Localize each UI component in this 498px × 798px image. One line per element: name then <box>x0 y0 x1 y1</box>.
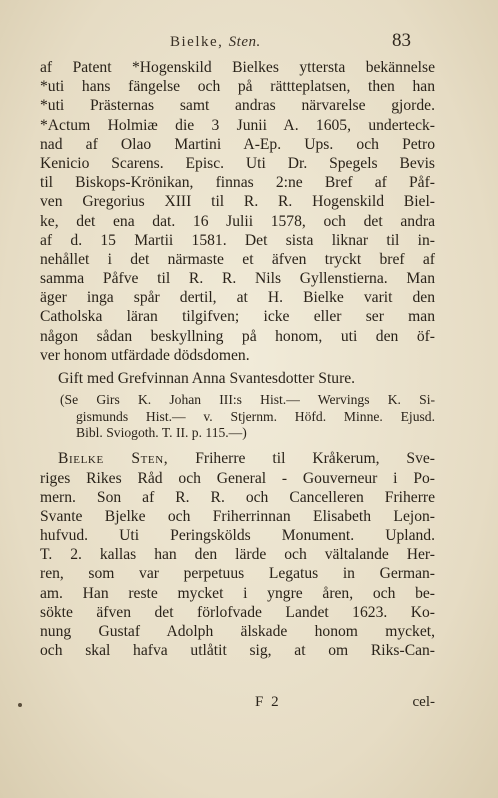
text-line: mern. Son af R. R. och Cancelleren Friherre <box>40 488 435 506</box>
text-line: ver honom utfärdade dödsdomen. <box>40 346 250 364</box>
text-line: äger inga spår dertil, at H. Bielke varit den <box>40 289 435 307</box>
text-line: af d. 15 Martii 1581. Det sista liknar til in- <box>40 231 435 249</box>
text-line: af Patent *Hogenskild Bielkes yttersta bekännelse <box>40 59 435 76</box>
margin-mark <box>18 703 22 707</box>
text-line: ven Gregorius XIII til R. R. Hogenskild Biel- <box>40 193 435 211</box>
text-line: *uti hans fängelse och på rättteplatsen, then han <box>40 78 435 96</box>
text-line: til Biskops-Krönikan, finnas 2:ne Bref af Påf- <box>40 174 435 192</box>
text-line: ke, det ena dat. 16 Julii 1578, och det andra <box>40 212 435 230</box>
text-line: riges Rikes Råd och General - Gouverneur i Po- <box>40 469 435 487</box>
text-line: Catholska läran tilgifven; icke eller ser man <box>40 308 435 326</box>
page-header <box>40 28 440 58</box>
marriage-line: Gift med Grefvinnan Anna Svantesdotter Sture. <box>58 370 356 387</box>
signature-mark: F 2 <box>255 694 281 710</box>
text-line: nung Gustaf Adolph älskade honom mycket, <box>40 623 435 641</box>
text-line: någon sådan beskyllning på honom, uti den öf- <box>40 327 435 345</box>
text-line: sökte äfven det förlofvade Landet 1623. Ko- <box>40 603 435 621</box>
entry-headword: Bielke Sten, <box>58 450 169 468</box>
text-line: T. 2. kallas han den lärde och vältalande Her- <box>40 546 435 564</box>
running-head-given-name: Sten. <box>228 34 261 50</box>
page-number: 83 <box>392 30 411 51</box>
text-line: nad af Olao Martini A-Ep. Ups. och Petro <box>40 135 435 153</box>
text-line: hufvud. Uti Peringskölds Monument. Upland. <box>40 527 435 545</box>
body-text <box>40 58 435 660</box>
text-line: *Actum Holmiæ die 3 Junii A. 1605, underteck- <box>40 116 435 134</box>
citation-line: (Se Girs K. Johan III:s Hist.— Wervings K. Si- <box>60 392 435 408</box>
text-line: nehållet i det närmaste et äfven tryckt bref af <box>40 250 435 268</box>
entry-first-line <box>40 449 435 468</box>
running-head-name: Bielke, <box>170 34 224 50</box>
text-line: am. Han reste mycket i yngre åren, och be- <box>40 584 435 602</box>
page-footer <box>40 694 435 716</box>
catchword: cel- <box>412 694 435 710</box>
entry-first-line-text: Friherre til Kråkerum, Sve- <box>168 450 436 468</box>
text-line: och skal hafva utlåtit sig, at om Riks-Can- <box>40 642 435 660</box>
citation-line: gismunds Hist.— v. Stjernm. Höfd. Minne. Ejusd. <box>76 408 435 424</box>
citation-line: Bibl. Sviogoth. T. II. p. 115.—) <box>76 424 247 440</box>
text-line: *uti Prästernas samt andras närvarelse gjorde. <box>40 97 435 115</box>
text-line: Svante Bjelke och Friherrinnan Elisabeth Lejon- <box>40 507 435 525</box>
text-line: Kenicio Scarens. Episc. Uti Dr. Spegels Bevis <box>40 154 435 172</box>
text-line: ren, som var perpetuus Legatus in German- <box>40 565 435 583</box>
running-head <box>170 34 261 51</box>
text-line: samma Påfve til R. R. Nils Gyllenstierna. Man <box>40 270 435 288</box>
source-citation <box>40 392 435 441</box>
